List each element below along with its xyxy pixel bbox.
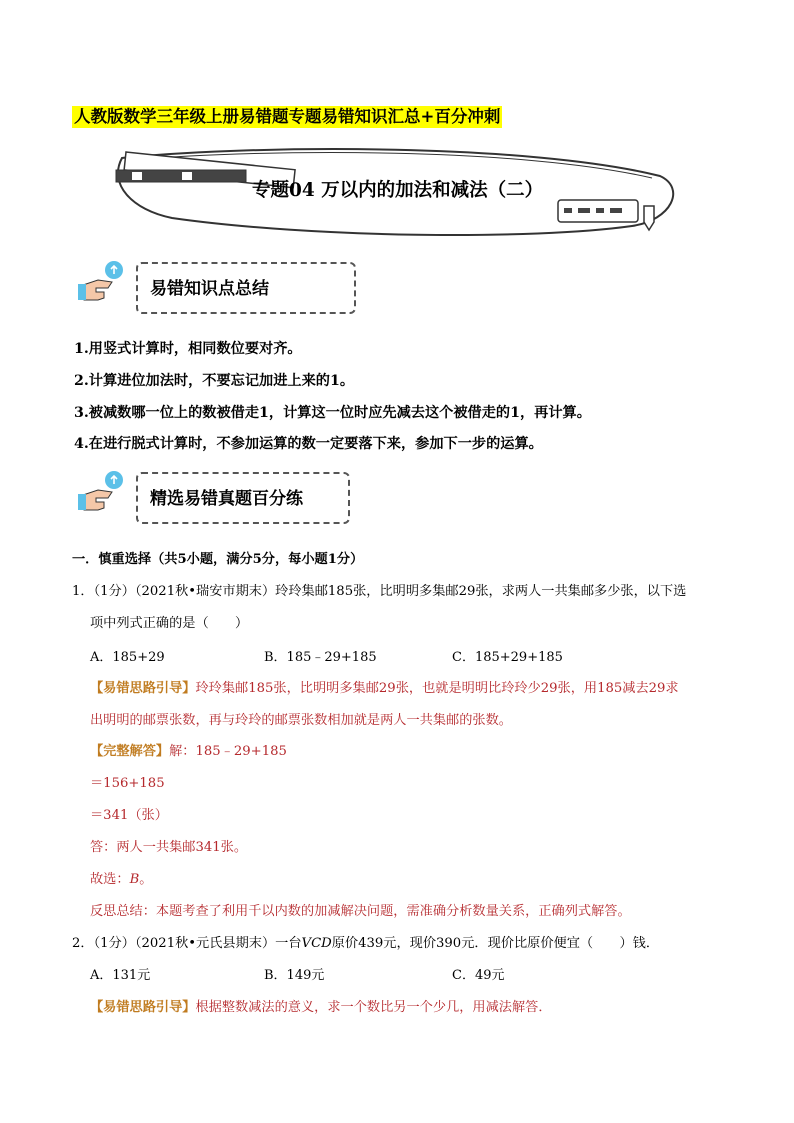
option-b: B．149元 [264, 968, 325, 983]
answer-choice [90, 868, 152, 887]
hint-label: 【易错思路引导】 [90, 681, 196, 696]
tip-item: 4.在进行脱式计算时，不参加运算的数一定要落下来，参加下一步的运算。 [74, 436, 543, 452]
pointing-hand-icon [78, 258, 134, 308]
choice-prefix: 故选： [90, 872, 130, 887]
choice-value: B [129, 872, 140, 887]
question-1-line-2: 项中列式正确的是（ ） [90, 616, 249, 631]
question-1-line-1: 1．（1分）（2021秋•瑞安市期末）玲玲集邮185张，比明明多集邮29张，求两人一共集邮多少张，以下选 [72, 584, 687, 599]
answer-expression: 185﹣29+185 [195, 744, 287, 759]
answer-step-2: ＝341（张） [90, 808, 168, 823]
option-a: A．185+29 [90, 650, 165, 665]
tip-item: 2.计算进位加法时，不要忘记加进上来的1。 [74, 373, 355, 389]
tip-item: 1.用竖式计算时，相同数位要对齐。 [74, 341, 302, 357]
section-label: 精选易错真题百分练 [150, 489, 303, 509]
hint-label: 【易错思路引导】 [90, 1000, 196, 1015]
question-2-prefix: 2．（1分）（2021秋•元氏县期末）一台 [72, 936, 302, 951]
answer-line [90, 740, 287, 759]
hint-line-1 [90, 677, 679, 696]
option-c: C．49元 [452, 968, 505, 983]
section-label: 易错知识点总结 [150, 279, 269, 299]
hint-text: 根据整数减法的意义，求一个数比另一个少几，用减法解答． [195, 1000, 552, 1015]
question-2 [72, 932, 659, 951]
option-a: A．131元 [90, 968, 151, 983]
hint-line [90, 996, 552, 1015]
hint-text: 玲玲集邮185张，比明明多集邮29张，也就是明明比玲玲少29张，用185减去29求 [195, 681, 679, 696]
reflection-summary: 反思总结：本题考查了利用千以内数的加减解决问题，需准确分析数量关系，正确列式解答。 [90, 904, 631, 919]
answer-label: 【完整解答】 [90, 744, 170, 759]
answer-prefix: 解： [169, 744, 196, 759]
choice-suffix: 。 [139, 872, 153, 887]
tip-item: 3.被减数哪一位上的数被借走1，计算这一位时应先减去这个被借走的1，再计算。 [74, 405, 591, 421]
section-header-practice [78, 468, 358, 530]
part-heading: 一．慎重选择（共5小题，满分5分，每小题1分） [72, 552, 364, 567]
hint-line-2: 出明明的邮票张数，再与玲玲的邮票张数相加就是两人一共集邮的张数。 [90, 713, 512, 728]
pointing-hand-icon [78, 468, 134, 518]
option-b: B．185﹣29+185 [264, 650, 377, 665]
topic-title: 专题04 万以内的加法和减法（二） [252, 180, 544, 201]
question-2-vcd: VCD [301, 936, 332, 951]
answer-reply: 答：两人一共集邮341张。 [90, 840, 248, 855]
option-c: C．185+29+185 [452, 650, 563, 665]
section-header-summary [78, 258, 358, 320]
answer-step-1: ＝156+185 [90, 776, 165, 791]
page-title: 人教版数学三年级上册易错题专题易错知识汇总+百分冲刺 [74, 107, 501, 126]
question-2-suffix: 原价439元，现价390元．现价比原价便宜（ ）钱． [331, 936, 660, 951]
